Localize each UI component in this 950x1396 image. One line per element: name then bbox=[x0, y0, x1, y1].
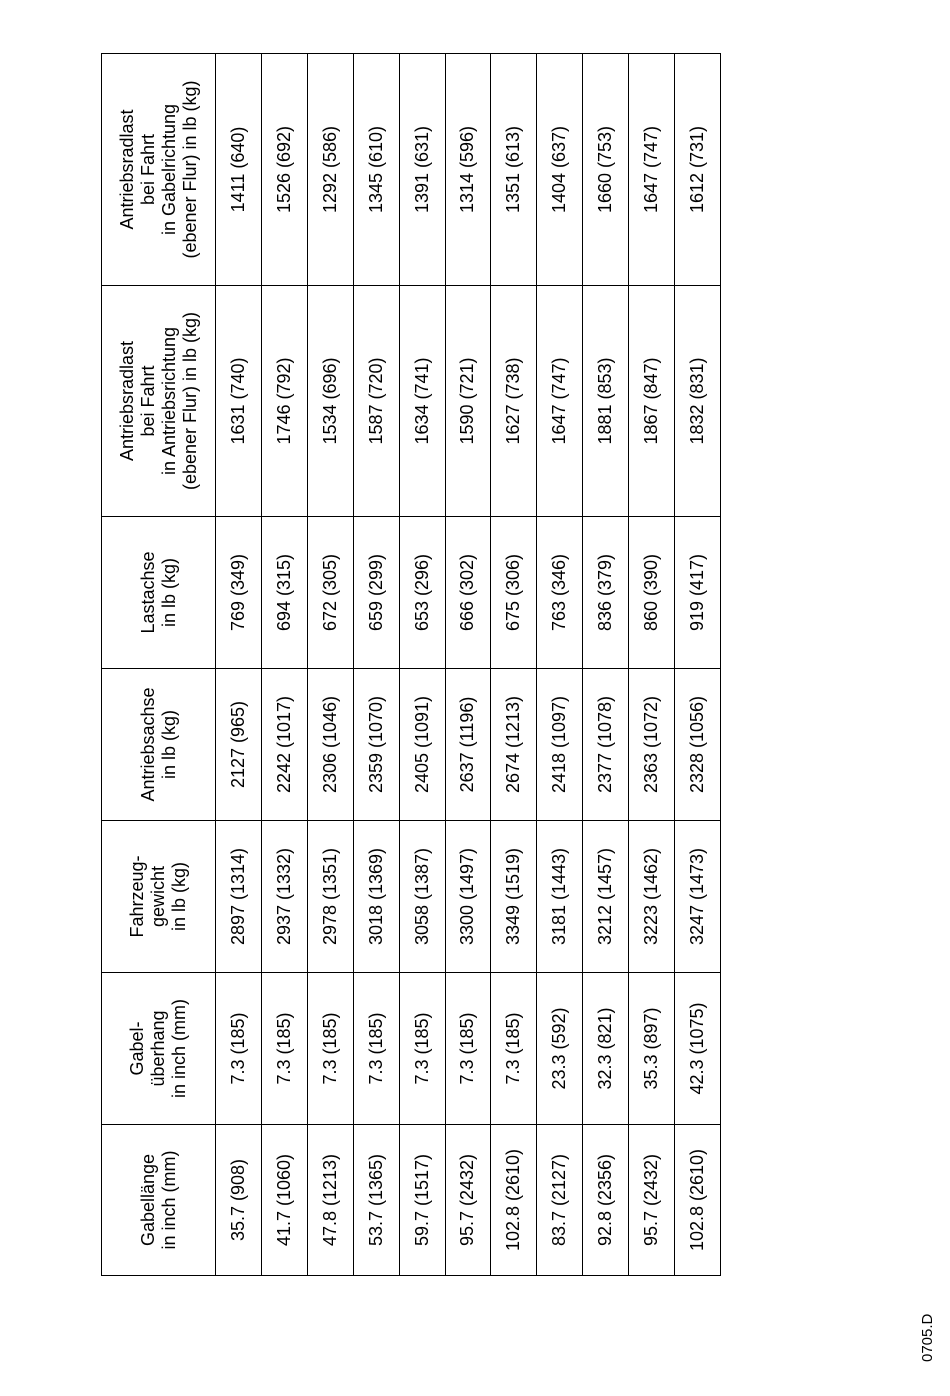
table-cell: 1404 (637) bbox=[537, 54, 583, 286]
table-cell: 2328 (1056) bbox=[675, 669, 721, 821]
table-cell: 53.7 (1365) bbox=[353, 1125, 399, 1276]
table-cell: 2127 (965) bbox=[216, 669, 262, 821]
table-cell: 1647 (747) bbox=[629, 54, 675, 286]
table-row bbox=[583, 54, 629, 1276]
table-cell: 694 (315) bbox=[261, 517, 307, 669]
table-cell: 3223 (1462) bbox=[629, 821, 675, 973]
table-cell: 95.7 (2432) bbox=[629, 1125, 675, 1276]
table-cell: 763 (346) bbox=[537, 517, 583, 669]
table-cell: 2405 (1091) bbox=[399, 669, 445, 821]
table-cell: 2937 (1332) bbox=[261, 821, 307, 973]
table-row bbox=[261, 54, 307, 1276]
table-cell: 653 (296) bbox=[399, 517, 445, 669]
table-cell: 659 (299) bbox=[353, 517, 399, 669]
table-cell: 1634 (741) bbox=[399, 286, 445, 517]
table-cell: 1867 (847) bbox=[629, 286, 675, 517]
table-row bbox=[216, 54, 262, 1276]
document-code: 0705.D bbox=[919, 1313, 936, 1362]
table-cell: 7.3 (185) bbox=[216, 973, 262, 1125]
table-cell: 1647 (747) bbox=[537, 286, 583, 517]
table-row bbox=[307, 54, 353, 1276]
table-cell: 92.8 (2356) bbox=[583, 1125, 629, 1276]
table-cell: 42.3 (1075) bbox=[675, 973, 721, 1125]
column-header: Fahrzeug- gewicht in lb (kg) bbox=[102, 821, 216, 973]
column-header: Gabellänge in inch (mm) bbox=[102, 1125, 216, 1276]
table-row bbox=[629, 54, 675, 1276]
column-header: Antriebsachse in lb (kg) bbox=[102, 669, 216, 821]
table-cell: 3247 (1473) bbox=[675, 821, 721, 973]
table-cell: 3349 (1519) bbox=[491, 821, 537, 973]
table-cell: 1391 (631) bbox=[399, 54, 445, 286]
table-cell: 1631 (740) bbox=[216, 286, 262, 517]
table-cell: 2242 (1017) bbox=[261, 669, 307, 821]
table-cell: 7.3 (185) bbox=[261, 973, 307, 1125]
column-header: Lastachse in lb (kg) bbox=[102, 517, 216, 669]
table-cell: 3300 (1497) bbox=[445, 821, 491, 973]
table-cell: 41.7 (1060) bbox=[261, 1125, 307, 1276]
table-cell: 7.3 (185) bbox=[307, 973, 353, 1125]
table-cell: 95.7 (2432) bbox=[445, 1125, 491, 1276]
table-cell: 32.3 (821) bbox=[583, 973, 629, 1125]
table-cell: 35.7 (908) bbox=[216, 1125, 262, 1276]
table-row bbox=[537, 54, 583, 1276]
table-cell: 919 (417) bbox=[675, 517, 721, 669]
load-data-table bbox=[101, 53, 721, 1276]
table-cell: 3181 (1443) bbox=[537, 821, 583, 973]
table-cell: 1587 (720) bbox=[353, 286, 399, 517]
table-cell: 7.3 (185) bbox=[445, 973, 491, 1125]
table-cell: 1292 (586) bbox=[307, 54, 353, 286]
header-row bbox=[102, 54, 216, 1276]
column-header: Antriebsradlast bei Fahrt in Gabelrichtung (ebener Flur) in lb (kg) bbox=[102, 54, 216, 286]
rotated-table-wrapper bbox=[101, 54, 721, 1276]
table-cell: 2306 (1046) bbox=[307, 669, 353, 821]
table-cell: 1351 (613) bbox=[491, 54, 537, 286]
table-cell: 2377 (1078) bbox=[583, 669, 629, 821]
table-cell: 1314 (596) bbox=[445, 54, 491, 286]
table-cell: 1832 (831) bbox=[675, 286, 721, 517]
table-cell: 675 (306) bbox=[491, 517, 537, 669]
table-cell: 1345 (610) bbox=[353, 54, 399, 286]
table-cell: 102.8 (2610) bbox=[491, 1125, 537, 1276]
table-cell: 769 (349) bbox=[216, 517, 262, 669]
table-cell: 2978 (1351) bbox=[307, 821, 353, 973]
table-cell: 672 (305) bbox=[307, 517, 353, 669]
table-cell: 2359 (1070) bbox=[353, 669, 399, 821]
table-cell: 3058 (1387) bbox=[399, 821, 445, 973]
table-cell: 1612 (731) bbox=[675, 54, 721, 286]
table-cell: 7.3 (185) bbox=[491, 973, 537, 1125]
table-cell: 1411 (640) bbox=[216, 54, 262, 286]
table-cell: 102.8 (2610) bbox=[675, 1125, 721, 1276]
table-cell: 3212 (1457) bbox=[583, 821, 629, 973]
table-row bbox=[445, 54, 491, 1276]
column-header: Gabel- überhang in inch (mm) bbox=[102, 973, 216, 1125]
table-cell: 35.3 (897) bbox=[629, 973, 675, 1125]
table-row bbox=[399, 54, 445, 1276]
table-cell: 1660 (753) bbox=[583, 54, 629, 286]
table-cell: 1881 (853) bbox=[583, 286, 629, 517]
table-cell: 1534 (696) bbox=[307, 286, 353, 517]
table-cell: 1627 (738) bbox=[491, 286, 537, 517]
table-body bbox=[216, 54, 721, 1276]
table-cell: 1526 (692) bbox=[261, 54, 307, 286]
table-cell: 1746 (792) bbox=[261, 286, 307, 517]
table-cell: 23.3 (592) bbox=[537, 973, 583, 1125]
table-cell: 860 (390) bbox=[629, 517, 675, 669]
table-cell: 1590 (721) bbox=[445, 286, 491, 517]
table-cell: 7.3 (185) bbox=[353, 973, 399, 1125]
table-row bbox=[491, 54, 537, 1276]
table-cell: 3018 (1369) bbox=[353, 821, 399, 973]
table-cell: 666 (302) bbox=[445, 517, 491, 669]
table-cell: 59.7 (1517) bbox=[399, 1125, 445, 1276]
table-cell: 2637 (1196) bbox=[445, 669, 491, 821]
table-cell: 47.8 (1213) bbox=[307, 1125, 353, 1276]
table-cell: 2897 (1314) bbox=[216, 821, 262, 973]
table-cell: 2418 (1097) bbox=[537, 669, 583, 821]
table-cell: 836 (379) bbox=[583, 517, 629, 669]
table-cell: 2363 (1072) bbox=[629, 669, 675, 821]
table-cell: 2674 (1213) bbox=[491, 669, 537, 821]
table-cell: 83.7 (2127) bbox=[537, 1125, 583, 1276]
table-cell: 7.3 (185) bbox=[399, 973, 445, 1125]
table-row bbox=[675, 54, 721, 1276]
table-row bbox=[353, 54, 399, 1276]
column-header: Antriebsradlast bei Fahrt in Antriebsrichtung (ebener Flur) in lb (kg) bbox=[102, 286, 216, 517]
